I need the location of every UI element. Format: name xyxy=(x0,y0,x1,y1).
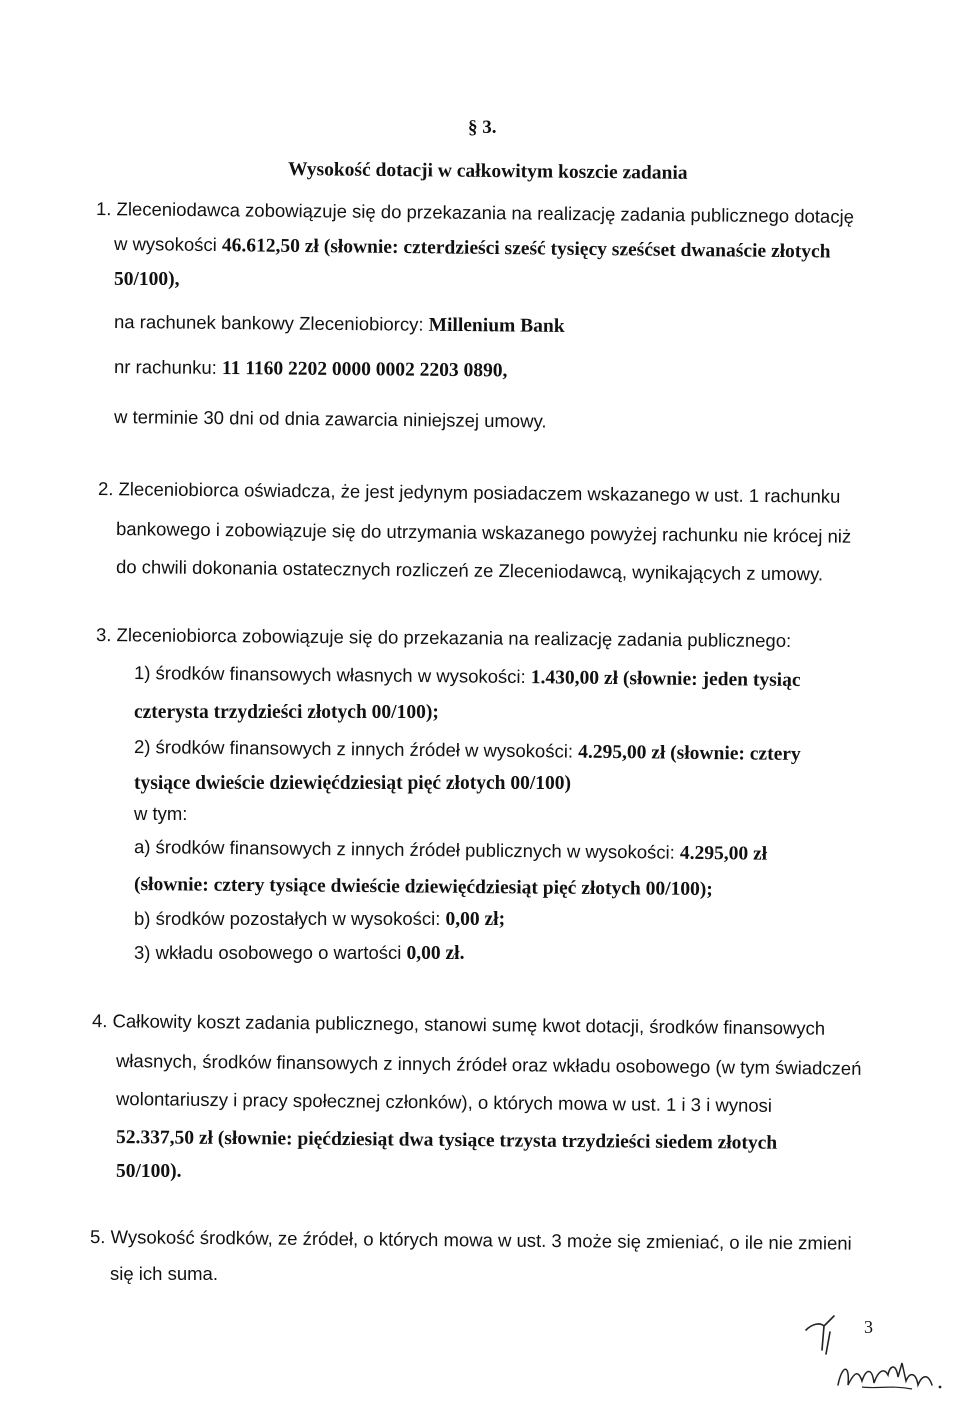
p1-line-3: 50/100), xyxy=(114,269,180,290)
p4-line-1: 4. Całkowity koszt zadania publicznego, stanowi sumę kwot dotacji, środków finansowych xyxy=(91,1010,826,1039)
section-number: § 3. xyxy=(468,117,497,138)
p3-item-3: 3) wkładu osobowego o wartości 0,00 zł. xyxy=(134,942,465,964)
p2-line-1: 2. Zleceniobiorca oświadcza, że jest jedynym posiadaczem wskazanego w ust. 1 rachunku xyxy=(97,478,841,507)
p4-line-5: 50/100). xyxy=(116,1161,182,1182)
p3-item-a: a) środków finansowych z innych źródeł publicznych w wysokości: 4.295,00 zł xyxy=(133,836,768,865)
p1-bank-line: na rachunek bankowy Zleceniobiorcy: Millenium Bank xyxy=(113,311,565,337)
p5-line-1: 5. Wysokość środków, ze źródeł, o których mowa w ust. 3 może się zmieniać, o ile nie zmieni xyxy=(89,1226,852,1254)
page-number: 3 xyxy=(864,1317,873,1337)
p1-term-line: w terminie 30 dni od dnia zawarcia niniejszej umowy. xyxy=(113,406,547,432)
p4-line-4: 52.337,50 zł (słownie: pięćdziesiąt dwa tysiące trzysta trzydzieści siedem złotych xyxy=(115,1127,778,1154)
p3-w-tym: w tym: xyxy=(134,803,188,824)
p4-line-3: wolontariuszy i pracy społecznej członków), o których mowa w ust. 1 i 3 i wynosi xyxy=(115,1088,773,1116)
p3-item-2: 2) środków finansowych z innych źródeł w wysokości: 4.295,00 zł (słownie: cztery xyxy=(133,736,801,765)
p3-item-1-cont: czterysta trzydzieści złotych 00/100); xyxy=(134,702,439,723)
p1-line-2: w wysokości 46.612,50 zł (słownie: czterdzieści sześć tysięcy sześćset dwanaście złotych xyxy=(113,233,831,263)
p3-item-b: b) środków pozostałych w wysokości: 0,00 zł; xyxy=(134,908,506,930)
p3-line-1: 3. Zleceniobiorca zobowiązuje się do przekazania na realizację zadania publicznego: xyxy=(95,624,792,652)
p3-item-1: 1) środków finansowych własnych w wysokości: 1.430,00 zł (słownie: jeden tysiąc xyxy=(133,662,801,691)
p3-item-2-cont: tysiące dwieście dziewięćdziesiąt pięć złotych 00/100) xyxy=(134,773,572,794)
p5-line-2: się ich suma. xyxy=(110,1263,218,1284)
p2-line-3: do chwili dokonania ostatecznych rozliczeń ze Zleceniodawcą, wynikających z umowy. xyxy=(115,556,824,585)
p2-line-2: bankowego i zobowiązuje się do utrzymania wskazanego powyżej rachunku nie krócej niż xyxy=(115,518,852,547)
section-title: Wysokość dotacji w całkowitym koszcie zadania xyxy=(287,159,688,184)
handwritten-initial-mark xyxy=(800,1310,850,1360)
p1-line-1: 1. Zleceniodawca zobowiązuje się do przekazania na realizację zadania publicznego dotację xyxy=(95,198,855,227)
p4-line-2: własnych, środków finansowych z innych źródeł oraz wkładu osobowego (w tym świadczeń xyxy=(115,1050,862,1079)
p3-item-a-cont: (słownie: cztery tysiące dwieście dziewięćdziesiąt pięć złotych 00/100); xyxy=(133,874,713,901)
p1-account-line: nr rachunku: 11 1160 2202 0000 0002 2203 0890, xyxy=(113,356,508,382)
handwritten-signature xyxy=(832,1355,947,1397)
